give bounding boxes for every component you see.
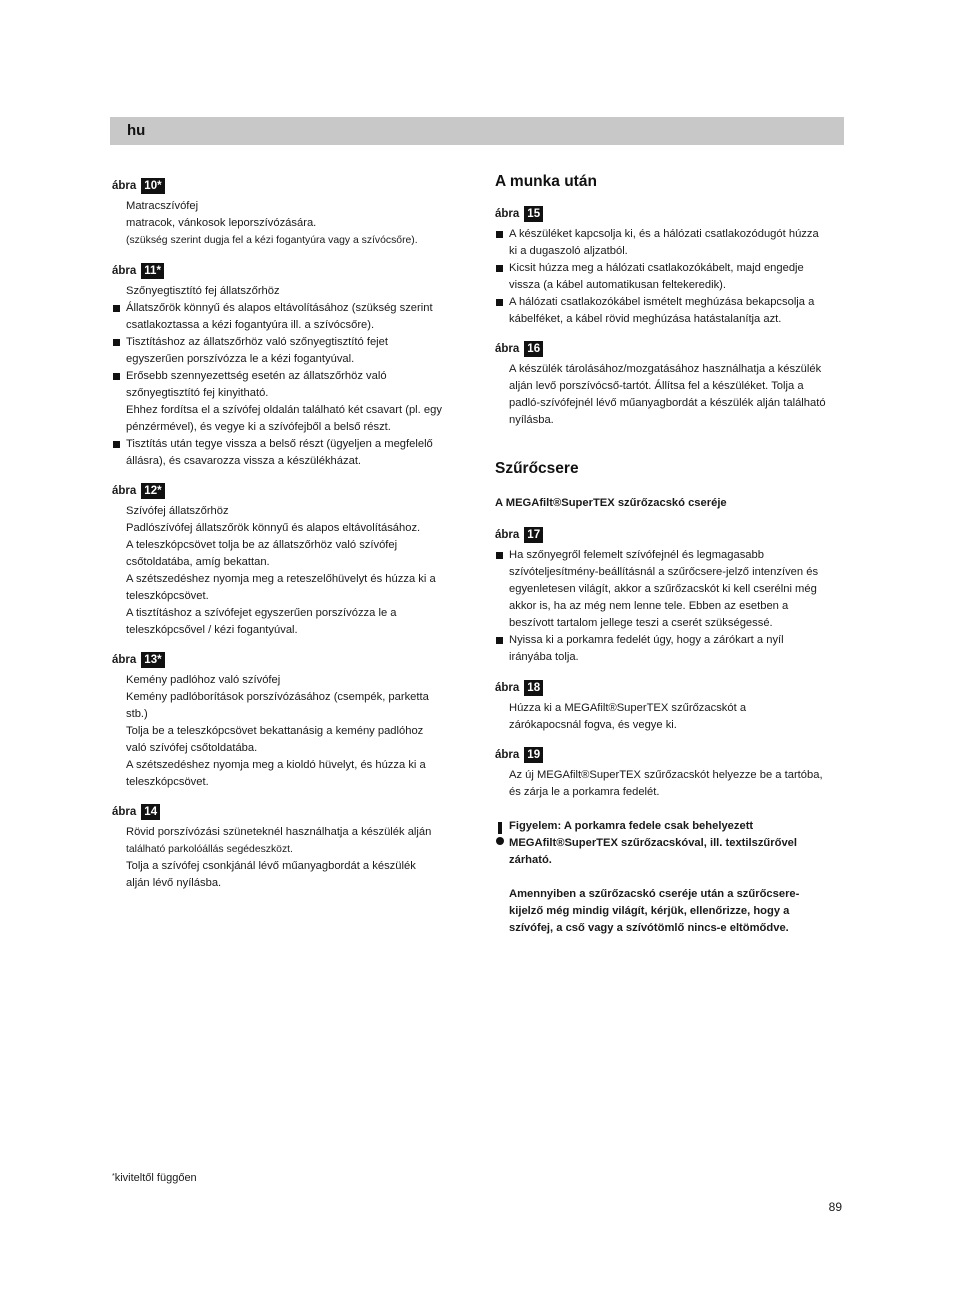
list-item: Ha szőnyegről felemelt szívófejnél és legmagasabb szívóteljesítmény-beállításnál a szűrőcsere-jelző intenzíven és egyenletesen világít, akkor a szűrőzacskót ki kell cserélni még akkor is, ha az még nem lenne tele. Ebben az esetben a beszívott tartalom jellege teszi a cserét szükségessé. xyxy=(495,547,845,632)
warning-text: szívófej, a cső vagy a szívótömlő nincs-e eltömődve. xyxy=(509,922,789,934)
text-line: csőtoldatába, amíg bekattan. xyxy=(126,556,270,568)
warning-text: kijelző még mindig világít, kérjük, ellenőrizze, hogy a xyxy=(509,905,790,917)
figure-label: ábra xyxy=(495,682,520,694)
warning-text: zárható. xyxy=(509,854,552,866)
figure-14-section xyxy=(112,803,462,892)
language-code: hu xyxy=(127,122,146,139)
section-title-filter-change: Szűrőcsere xyxy=(495,460,579,477)
text-line: és zárja le a porkamra fedelét. xyxy=(509,786,660,798)
warning-text: MEGAfilt®SuperTEX szűrőzacskóval, ill. textilszűrővel xyxy=(509,837,798,849)
list-item: Tisztításhoz az állatszőrhöz való szőnyegtisztító fejet egyszerűen porszívózza le a kézi fogantyúval. xyxy=(112,334,462,368)
text-line: A szétszedéshez nyomja meg a reteszelőhüvelyt és húzza ki a xyxy=(126,573,436,585)
figure-label: ábra xyxy=(112,485,137,497)
figure-label: ábra xyxy=(112,654,137,666)
text-line: teleszkópcsővel / kézi fogantyúval. xyxy=(126,624,298,636)
text-line: alján lévő nyílásba. xyxy=(126,877,222,889)
language-header-bar xyxy=(110,117,844,145)
text-line: A szétszedéshez nyomja meg a kioldó hüvelyt, és húzza ki a xyxy=(126,759,426,771)
warning-section xyxy=(495,818,845,937)
list-item: Állatszőrök könnyű és alapos eltávolításához (szükség szerint csatlakoztassa a kézi fogantyúra ill. a szívócsőre). xyxy=(112,300,462,334)
text-line: Kemény padlóhoz való szívófej xyxy=(126,674,281,686)
footnote-text: kiviteltől függően xyxy=(114,1172,197,1184)
figure-15-section xyxy=(495,205,845,328)
page-number: 89 xyxy=(828,1200,842,1214)
footnote xyxy=(112,1172,197,1184)
figure-12-section xyxy=(112,482,462,639)
figure-label: ábra xyxy=(495,208,520,220)
text-line: Szívófej állatszőrhöz xyxy=(126,505,229,517)
text-line: A készülék tárolásához/mozgatásához használhatja a készülék xyxy=(509,363,822,375)
text-line: padló-szívófejnél lévő műanyagbordát a készülék alján található xyxy=(509,397,826,409)
figure-number-badge: 14 xyxy=(141,804,160,820)
figure-label: ábra xyxy=(112,806,137,818)
figure-number-badge: 18 xyxy=(524,680,543,696)
figure-11-section xyxy=(112,262,462,470)
text-line: Tolja be a teleszkópcsövet bekattanásig a kemény padlóhoz xyxy=(126,725,424,737)
text-line: Szőnyegtisztító fej állatszőrhöz xyxy=(126,285,280,297)
text-line: Rövid porszívózási szüneteknél használhatja a készülék alján xyxy=(126,826,432,838)
list-item: Nyissa ki a porkamra fedelét úgy, hogy a zárókart a nyíl irányába tolja. xyxy=(495,632,845,666)
figure-19-section xyxy=(495,746,845,801)
section-title-after-work: A munka után xyxy=(495,173,597,190)
list-item: Tisztítás után tegye vissza a belső részt (ügyeljen a megfelelő állásra), és csavarozza vissza a készülékházat. xyxy=(112,436,462,470)
figure-number-badge: 17 xyxy=(524,527,543,543)
figure-label: ábra xyxy=(495,749,520,761)
list-item: A készüléket kapcsolja ki, és a hálózati csatlakozódugót húzza ki a dugaszoló aljzatból. xyxy=(495,226,845,260)
figure-number-badge: 12* xyxy=(141,483,164,499)
figure-18-section xyxy=(495,679,845,734)
list-item: Kicsit húzza meg a hálózati csatlakozókábelt, majd engedje vissza (a kábel automatikusan feltekeredik). xyxy=(495,260,845,294)
figure-label: ábra xyxy=(495,343,520,355)
text-line: Az új MEGAfilt®SuperTEX szűrőzacskót helyezze be a tartóba, xyxy=(509,769,823,781)
figure-number-badge: 15 xyxy=(524,206,543,222)
text-line: matracok, vánkosok leporszívózására. xyxy=(126,217,317,229)
text-line: stb.) xyxy=(126,708,148,720)
text-line: Padlószívófej állatszőrök könnyű és alapos eltávolításához. xyxy=(126,522,421,534)
warning-text: Figyelem: A porkamra fedele csak behelyezett xyxy=(509,820,754,832)
text-line: teleszkópcsövet. xyxy=(126,776,209,788)
figure-16-section xyxy=(495,340,845,429)
list-item: Erősebb szennyezettség esetén az állatszőrhöz való szőnyegtisztító fej kinyitható. Ehhez fordítsa el a szívófej oldalán található két csavart (pl. egy pénzérmével), és vegye ki a szívófejből a belső részt. xyxy=(112,368,462,436)
figure-13-section xyxy=(112,651,462,791)
figure-17-section xyxy=(495,526,845,666)
text-line: nyílásba. xyxy=(509,414,554,426)
text-line: A teleszkópcsövet tolja be az állatszőrhöz való szívófej xyxy=(126,539,398,551)
figure-number-badge: 19 xyxy=(524,747,543,763)
text-line-small: (szükség szerint dugja fel a kézi fogantyúra vagy a szívócsőre). xyxy=(126,235,418,246)
text-line: zárókapocsnál fogva, és vegye ki. xyxy=(509,719,677,731)
text-line: A tisztításhoz a szívófejet egyszerűen porszívózza le a xyxy=(126,607,397,619)
text-line: Matracszívófej xyxy=(126,200,199,212)
figure-number-badge: 11* xyxy=(141,263,164,279)
text-line: található parkolóállás segédeszközt. xyxy=(126,844,293,855)
figure-number-badge: 16 xyxy=(524,341,543,357)
subsection-title: A MEGAfilt®SuperTEX szűrőzacskó cseréje xyxy=(495,497,727,509)
text-line: való szívófej csőtoldatába. xyxy=(126,742,258,754)
text-line: alján levő porszívócső-tartót. Állítsa fel a készüléket. Tolja a xyxy=(509,380,804,392)
text-line: Tolja a szívófej csonkjánál lévő műanyagbordát a készülék xyxy=(126,860,416,872)
list-item: A hálózati csatlakozókábel ismételt meghúzása bekapcsolja a kábelféket, a kábel rövid meghúzása hatástalanítja azt. xyxy=(495,294,845,328)
footnote-mark: * xyxy=(112,1173,115,1180)
figure-10-section xyxy=(112,177,462,249)
text-line: teleszkópcsövet. xyxy=(126,590,209,602)
text-line: Kemény padlóborítások porszívózásához (csempék, parketta xyxy=(126,691,429,703)
figure-label: ábra xyxy=(112,180,137,192)
text-line: Húzza ki a MEGAfilt®SuperTEX szűrőzacskót a xyxy=(509,702,747,714)
figure-number-badge: 10* xyxy=(141,178,164,194)
warning-text: Amennyiben a szűrőzacskó cseréje után a szűrőcsere- xyxy=(509,888,800,900)
figure-label: ábra xyxy=(112,265,137,277)
figure-number-badge: 13* xyxy=(141,652,164,668)
figure-label: ábra xyxy=(495,529,520,541)
